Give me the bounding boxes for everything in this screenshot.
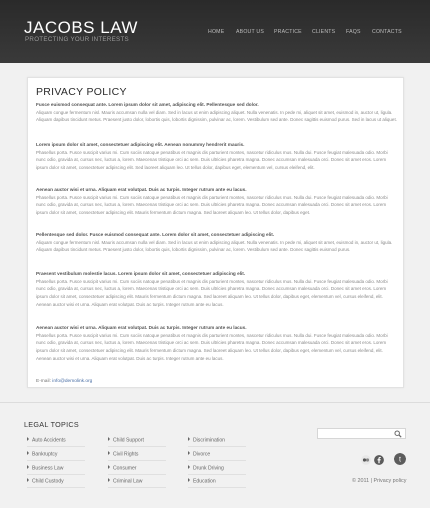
legal-topic-link[interactable]: Consumer [108, 465, 166, 475]
nav-clients[interactable]: CLIENTS [312, 29, 336, 35]
policy-paragraph [36, 324, 398, 363]
search-icon[interactable] [394, 430, 402, 438]
paragraph-heading: Praesent vestibulum molestie lacus. Lorem ipsum dolor sit amet, consectetuer adipiscing elit. [36, 271, 246, 276]
legal-topic-link[interactable]: Child Support [108, 437, 166, 447]
legal-topics-title: LEGAL TOPICS [24, 420, 79, 429]
svg-text:t: t [399, 454, 401, 464]
paragraph-heading: Pellentesque sed dolor. Fusce euismod consequat ante. Lorem dolor sit amet, consectetuer adipiscing elit. [36, 232, 275, 237]
nav-about-us[interactable]: ABOUT US [236, 29, 265, 35]
main-nav [0, 29, 430, 39]
legal-topic-link[interactable]: Discrimination [188, 437, 246, 447]
paragraph-body: Phasellus porta. Fusce suscipit varius mi. Cum sociis natoque penatibus et magnis dis parturient montes, nascetur ridiculus mus. Nulla dui. Fusce feugiat malesuada odio. Morbi nunc odio, gravida at, cursus nec, luctus a, lorem. Maecenas tristique orci ac sem. Duis ultricies pharetra magna. Donec accumsan malesuada orci. Donec sit amet eros. Lorem ipsum dolor sit amet, consectetuer adipiscing elit. Sed laoreet aliquam leo. Ut tellus dolor, dapibus eget, elementum vel, cursus eleifend, elit. [36, 149, 388, 171]
paragraph-heading: Lorem ipsum dolor sit amet, consectetuer adipiscing elit. Aenean nonummy hendrerit mauris. [36, 142, 245, 147]
paragraph-body: Aliquam congue fermentum nisl. Mauris accumsan nulla vel diam. Sed in lacus ut enim adipiscing aliquet. Nulla venenatis. In pede mi, aliquet sit amet, euismod in, auctor ut, ligula. Aliquam dapibus tincidunt metus. Praesent justo dolor, lobortis quis, lobortis dignissim, pulvinar ac, lorem. Vestibulum sed ante. Donec sagittis euismod purus. [36, 239, 393, 253]
legal-topic-link[interactable]: Education [188, 478, 246, 488]
legal-topic-link[interactable]: Auto Accidents [27, 437, 85, 447]
arrow-right-icon [27, 437, 29, 441]
policy-paragraph [36, 141, 398, 172]
policy-paragraph [36, 270, 398, 309]
arrow-right-icon [188, 437, 190, 441]
paragraph-body: Phasellus porta. Fusce suscipit varius mi. Cum sociis natoque penatibus et magnis dis parturient montes, nascetur ridiculus mus. Nulla dui. Fusce feugiat malesuada odio. Morbi nunc odio, gravida at, cursus nec, luctus a, lorem. Maecenas tristique orci ac sem. Duis ultricies pharetra magna. Donec accumsan malesuada orci. Donec sit amet eros. Lorem ipsum dolor sit amet, consectetuer adipiscing elit. Mauris fermentum dictum magna. Sed laoreet aliquam leo. Ut tellus dolor, dapibus eget. [36, 194, 388, 216]
page-title: PRIVACY POLICY [36, 86, 127, 98]
content-card [27, 77, 404, 388]
paragraph-body: Phasellus porta. Fusce suscipit varius mi. Cum sociis natoque penatibus et magnis dis parturient montes, nascetur ridiculus mus. Nulla dui. Fusce feugiat malesuada odio. Morbi nunc odio, gravida at, cursus nec, luctus a, lorem. Maecenas tristique orci ac sem. Duis ultricies pharetra magna. Donec accumsan malesuada orci. Donec sit amet eros. Lorem ipsum dolor sit amet, consectetuer adipiscing elit. Mauris fermentum dictum magna. Sed laoreet aliquam leo. Ut tellus dolor, dapibus eget, elementum vel, cursus eleifend, elit. Aenean auctor wisi et urna. Aliquam erat volutpat. Duis ac turpis. Integer rutrum ante eu lacus. [36, 278, 388, 307]
site-header [0, 0, 430, 63]
search-input[interactable] [318, 437, 390, 446]
nav-faqs[interactable]: FAQS [346, 29, 361, 35]
site-tagline: PROTECTING YOUR INTERESTS [25, 36, 129, 43]
arrow-right-icon [108, 465, 110, 469]
policy-paragraph [36, 101, 398, 124]
facebook-icon[interactable] [374, 455, 384, 465]
legal-topic-link[interactable]: Child Custody [27, 478, 85, 488]
email-link[interactable]: info@demolink.org [52, 379, 93, 384]
policy-paragraph [36, 186, 398, 217]
arrow-right-icon [108, 478, 110, 482]
paragraph-body: Phasellus porta. Fusce suscipit varius mi. Cum sociis natoque penatibus et magnis dis parturient montes, nascetur ridiculus mus. Nulla dui. Fusce feugiat malesuada odio. Morbi nunc odio, gravida at, cursus nec, luctus a, lorem. Maecenas tristique orci ac sem. Duis ultricies pharetra magna. Donec accumsan malesuada orci. Donec sit amet eros. Lorem ipsum dolor sit amet, consectetuer adipiscing elit. Mauris fermentum dictum magna. Sed laoreet aliquam leo. Ut tellus dolor, dapibus eget, elementum vel, cursus eleifend, elit. Aenean auctor wisi et urna. Aliquam erat volutpat. Duis ac turpis. Integer rutrum ante eu lacus. [36, 332, 388, 361]
legal-topic-link[interactable]: Business Law [27, 465, 85, 475]
nav-contacts[interactable]: CONTACTS [372, 29, 402, 35]
legal-topic-link[interactable]: Divorce [188, 451, 246, 461]
email-label: E-mail: [36, 379, 51, 384]
arrow-right-icon [27, 451, 29, 455]
nav-home[interactable]: HOME [208, 29, 225, 35]
flickr-icon[interactable] [361, 455, 371, 465]
arrow-right-icon [188, 451, 190, 455]
copyright [352, 478, 406, 484]
arrow-right-icon [188, 478, 190, 482]
copyright-text: © 2011 [352, 478, 370, 484]
arrow-right-icon [188, 465, 190, 469]
arrow-right-icon [27, 465, 29, 469]
legal-topic-link[interactable]: Drunk Driving [188, 465, 246, 475]
arrow-right-icon [108, 437, 110, 441]
paragraph-heading: Fusce euismod consequat ante. Lorem ipsum dolor sit amet, adipiscing elit. Pellentesque sed dolor. [36, 102, 259, 107]
legal-topic-link[interactable]: Bankruptcy [27, 451, 85, 461]
paragraph-heading: Aenean auctor wisi et urna. Aliquam erat volutpat. Duis ac turpis. Integer rutrum ante eu lacus. [36, 325, 247, 330]
legal-topic-link[interactable]: Criminal Law [108, 478, 166, 488]
legal-topic-link[interactable]: Civil Rights [108, 451, 166, 461]
footer-search [317, 428, 406, 439]
policy-paragraph [36, 231, 398, 254]
privacy-policy-link[interactable]: Privacy policy [373, 478, 407, 484]
separator: | [370, 478, 374, 484]
site-logo[interactable]: JACOBS LAW [24, 18, 138, 37]
nav-practice[interactable]: PRACTICE [274, 29, 302, 35]
arrow-right-icon [27, 478, 29, 482]
twitter-icon[interactable] [394, 453, 406, 465]
footer-divider [0, 402, 430, 403]
contact-email [36, 379, 92, 384]
paragraph-heading: Aenean auctor wisi et urna. Aliquam erat volutpat. Duis ac turpis. Integer rutrum ante eu lacus. [36, 187, 247, 192]
paragraph-body: Aliquam congue fermentum nisl. Mauris accumsan nulla vel diam. Sed in lacus ut enim adipiscing aliquet. Nulla venenatis. In pede mi, aliquet sit amet, euismod in, auctor ut, ligula. Aliquam dapibus tincidunt metus. Praesent justo dolor, lobortis quis, lobortis dignissim, pulvinar ac, lorem. Vestibulum sed ante. Donec sagittis euismod purus. Sed in lacus ut aliquet. [36, 109, 397, 123]
arrow-right-icon [108, 451, 110, 455]
